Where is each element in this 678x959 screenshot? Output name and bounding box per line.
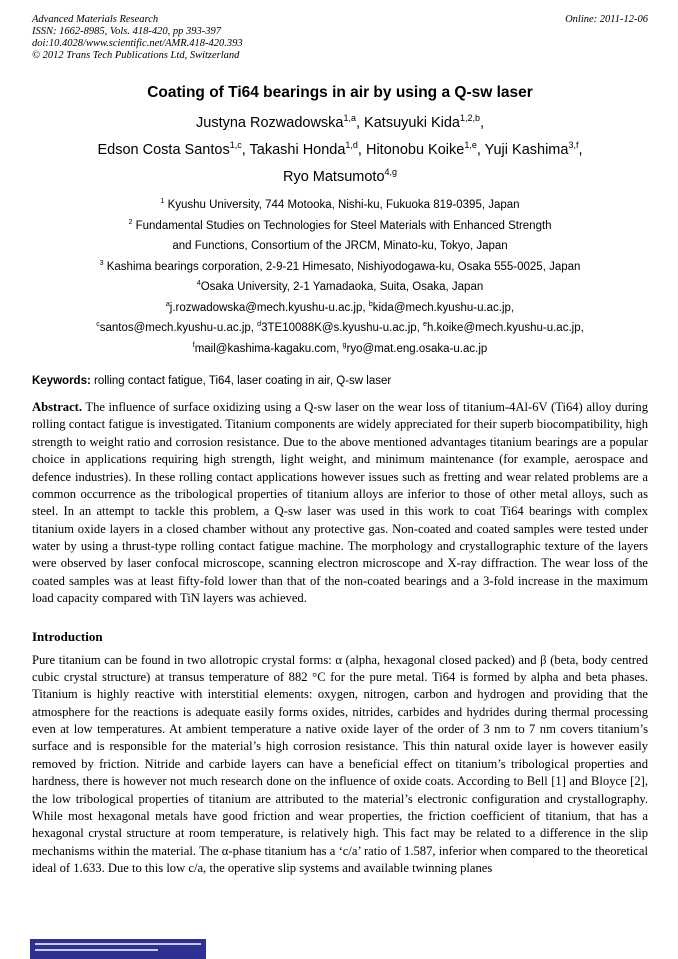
author-line: Edson Costa Santos$^{1,c}$, Takashi Honda$^{1,d}$, Hitonobu Koike$^{1,e}$, Yuji Kashima$^{3,f}$, <box>97 139 583 158</box>
journal-header <box>32 14 648 62</box>
abstract-paragraph <box>32 399 648 608</box>
footer-stamp-text-line <box>35 943 201 945</box>
footer-stamp <box>30 939 206 959</box>
keywords-label: Keywords: <box>32 375 91 388</box>
journal-meta <box>32 14 243 62</box>
author-list <box>32 110 648 190</box>
online-date: Online: 2011-12-06 <box>565 14 648 25</box>
author-line: Ryo Matsumoto$^{4,g}$ <box>282 166 398 185</box>
author-email-line: $^a$j.rozwadowska@mech.kyushu-u.ac.jp, $^b$kida@mech.kyushu-u.ac.jp, <box>165 299 515 314</box>
section-heading-introduction: Introduction <box>32 628 103 644</box>
keywords-text: rolling contact fatigue, Ti64, laser coating in air, Q-sw laser <box>90 375 392 388</box>
abstract-text: The influence of surface oxidizing using a Q-sw laser on the wear loss of titanium-4Al-6V (Ti64) alloy during rolling contact fatigue is investigated. Titanium components are widely appreciated for their superb biocompatibility, high strength to weight ratio and corrosion resistance. Due to the above mentioned advantages titanium bearings are a popular choice in applications requiring high strength, light weight, and minimum maintenance (for example, aerospace and defence industries). In these rolling contact applications however issues such as fretting and wear related problems are a common occurrence as the tribological properties of titanium alloys are inferior to those of other metal alloys, such as steel. In an attempt to tackle this problem, a Q-sw laser was used in this work to coat Ti64 bearings with complex titanium oxide layers in a closed chamber without any protective gas. Non-coated and coated samples were tested under water by using a thrust-type rolling contact fatigue machine. The morphology and crystallographic texture of the layers were observed by laser confocal microscope, scanning electron microscope and X-ray diffraction. The wear loss of the coated samples was at least fifty-fold lower than that of the non-coated bearings and a 3-fold increase in the maximum load capacity compared with TiN layers was achieved. <box>32 400 648 606</box>
affiliation-line: $^1$ Kyushu University, 744 Motooka, Nishi-ku, Fukuoka 819-0395, Japan <box>160 197 520 212</box>
affiliation-line: $^3$ Kashima bearings corporation, 2-9-21 Himesato, Nishiyodogawa-ku, Osaka 555-0025, Japan <box>99 258 581 273</box>
author-email-line: $^c$santos@mech.kyushu-u.ac.jp, $^d$3TE10088K@s.kyushu-u.ac.jp, $^e$h.koike@mech.kyushu-u.ac.jp, <box>96 320 584 335</box>
author-email-line: $^f$mail@kashima-kagaku.com, $^g$ryo@mat.eng.osaka-u.ac.jp <box>192 340 488 355</box>
journal-doi: doi:10.4028/www.scientific.net/AMR.418-420.393 <box>32 37 243 49</box>
journal-title: Advanced Materials Research <box>32 14 159 25</box>
journal-copyright: © 2012 Trans Tech Publications Ltd, Switzerland <box>32 49 240 61</box>
footer-stamp-text-line <box>35 949 158 951</box>
affiliation-line: $^4$Osaka University, 2-1 Yamadaoka, Suita, Osaka, Japan <box>196 279 484 294</box>
author-line: Justyna Rozwadowska$^{1,a}$, Katsuyuki Kida$^{1,2,b}$, <box>196 113 484 131</box>
affiliation-line: $^2$ Fundamental Studies on Technologies for Steel Materials with Enhanced Strength <box>128 217 552 232</box>
paper-title: Coating of Ti64 bearings in air by using a Q-sw laser <box>147 83 533 101</box>
journal-issn: ISSN: 1662-8985, Vols. 418-420, pp 393-397 <box>32 25 221 37</box>
abstract-label: Abstract. <box>32 400 83 414</box>
affiliation-line: and Functions, Consortium of the JRCM, Minato-ku, Tokyo, Japan <box>172 240 508 253</box>
keywords-line <box>32 374 648 389</box>
affiliation-list <box>32 195 648 359</box>
introduction-paragraph: Pure titanium can be found in two allotropic crystal forms: α (alpha, hexagonal closed packed) and β (beta, body centred cubic crystal structure) at transus temperature of 882 °C for the pure metal. Ti64 is formed by alpha and beta phases. Titanium is highly reactive with interstitial elements: oxygen, nitrogen, carbon and hydrogen and providing that the atmosphere for the reactions is adequate easily forms oxides, nitrides, carbides and hydrides during thermal processing even at low temperatures. At ambient temperature a native oxide layer of the order of 3 nm to 7 nm covers titanium’s surface and is responsible for the material’s high corrosion resistance. This thin natural oxide layer is however easily removed by friction. Nitride and carbide layers can have a beneficial effect on titanium’s tribological properties and hardness, there is however not much research done on the influence of oxide coats. According to Bell [1] and Bloyce [2], the low tribological properties of titanium are attributed to the material’s electronic configuration and crystallography. While most hexagonal metals have good friction and wear properties, the friction coefficient of titanium, that has a hexagonal crystal structure at room temperature, is relatively high. This fact may be related to a difference in the slip mechanisms within the material. The α-phase titanium has a ‘c/a’ ratio of 1.587, inferior when compared to the theoretical ideal of 1.633. Due to this low c/a, the operative slip systems and available twinning planes <box>32 652 648 875</box>
